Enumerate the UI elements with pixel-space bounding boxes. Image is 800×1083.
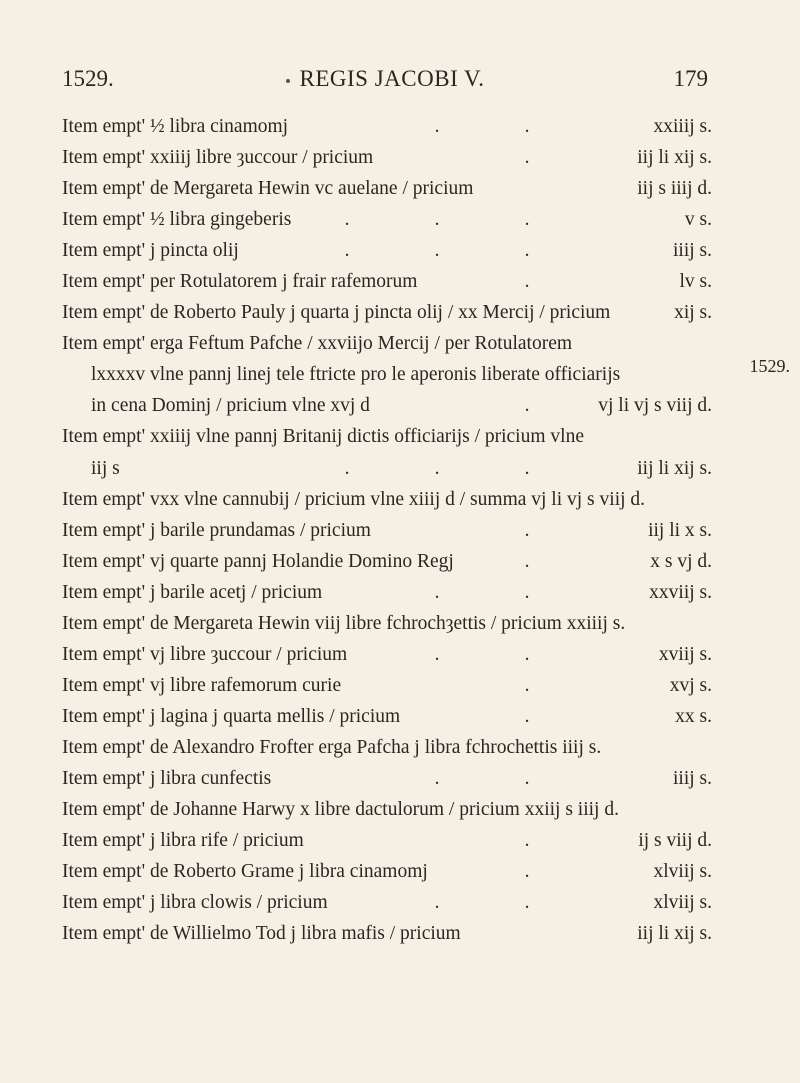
leader-dots — [392, 764, 572, 794]
entry-amount: xxiiij s. — [653, 116, 712, 137]
leader-dot: . — [524, 209, 530, 231]
leader-dot: . — [524, 892, 530, 914]
leader-dot: . — [524, 116, 530, 137]
entry-line — [62, 888, 712, 919]
header-title — [62, 66, 708, 92]
leader-dot: . — [524, 271, 530, 293]
entry-text: Item empt' vj libre rafemorum curie — [62, 674, 342, 696]
entry-text: Item empt' j libra clowis / pricium — [62, 892, 328, 914]
page-number: 179 — [673, 66, 708, 91]
entry-text: Item empt' de Mergareta Hewin viij libre fchrochȝettis / pricium xxiiij s. — [62, 612, 626, 634]
entry-text: Item empt' vxx vlne cannubij / pricium vlne xiiij d / summa vj li vj s viij d. — [62, 488, 646, 510]
header-year: 1529. — [62, 66, 114, 91]
header-title-text: REGIS JACOBI V. — [299, 66, 485, 91]
entry-line — [62, 919, 712, 950]
leader-dots — [482, 702, 572, 732]
leader-dot: . — [344, 209, 350, 231]
entry-line — [62, 609, 712, 640]
entry-continuation-line — [62, 454, 712, 485]
entry-amount: vj li vj s viij d. — [598, 395, 712, 417]
leader-dots — [482, 391, 572, 421]
entry-line — [62, 298, 712, 329]
entry-text: Item empt' per Rotulatorem j frair rafemorum — [62, 271, 418, 293]
leader-dot: . — [434, 581, 440, 603]
entry-text: Item empt' vj quarte pannj Holandie Domino Regj — [62, 550, 454, 572]
entry-amount: v s. — [684, 209, 712, 231]
entry-text: Item empt' de Johanne Harwy x libre dactulorum / pricium xxiij s iiij d. — [62, 799, 619, 821]
leader-dot: . — [524, 674, 530, 696]
entry-amount: iij li xij s. — [637, 923, 712, 945]
entry-amount: ij s viij d. — [638, 830, 712, 852]
leader-dot: . — [524, 830, 530, 852]
bullet-dot — [286, 79, 290, 83]
entry-text: in cena Dominj / pricium vlne xvj d — [91, 395, 370, 417]
leader-dot: . — [524, 861, 530, 883]
entry-line — [62, 640, 712, 671]
entry-text: Item empt' vj libre ȝuccour / pricium — [62, 643, 348, 665]
entry-text: Item empt' ½ libra gingeberis — [62, 209, 292, 231]
entry-amount: xij s. — [674, 302, 712, 324]
entry-text: Item empt' de Roberto Pauly j quarta j pincta olij / xx Mercij / pricium — [62, 302, 611, 324]
entry-line — [62, 236, 712, 267]
entry-text: Item empt' j barile prundamas / pricium — [62, 519, 371, 541]
entry-amount: xx s. — [675, 705, 712, 727]
entry-text: lxxxxv vlne pannj linej tele ftricte pro le aperonis liberate officiarijs — [91, 364, 621, 386]
entry-amount: iiij s. — [672, 240, 712, 262]
entry-line — [62, 485, 712, 516]
entry-line — [62, 671, 712, 702]
leader-dot: . — [434, 892, 440, 914]
entry-line — [62, 329, 712, 360]
entry-text: Item empt' xxiiij libre ȝuccour / pricium — [62, 147, 374, 169]
entry-line — [62, 733, 712, 764]
leader-dot: . — [524, 767, 530, 789]
leader-dots — [482, 267, 572, 297]
leader-dot: . — [344, 457, 350, 479]
page-header — [62, 66, 708, 98]
entry-text: Item empt' j barile acetj / pricium — [62, 581, 323, 603]
leader-dot: . — [524, 705, 530, 727]
entry-line — [62, 422, 712, 453]
leader-dot: . — [524, 457, 530, 479]
entry-amount: xlviij s. — [653, 892, 712, 914]
entry-line — [62, 205, 712, 236]
entry-line — [62, 578, 712, 609]
entry-amount: xxviij s. — [649, 581, 712, 603]
leader-dots — [302, 205, 572, 235]
margin-year-note: 1529. — [749, 356, 790, 376]
leader-dot: . — [524, 581, 530, 603]
entry-text: iij s — [91, 457, 120, 479]
entry-text: Item empt' erga Feftum Pafche / xxviijo Mercij / per Rotulatorem — [62, 333, 573, 355]
entry-continuation-line — [62, 360, 712, 391]
leader-dot: . — [524, 240, 530, 262]
leader-dots — [392, 112, 572, 142]
entry-text: Item empt' de Mergareta Hewin vc auelane / pricium — [62, 178, 474, 200]
entry-line — [62, 547, 712, 578]
entry-amount: x s vj d. — [650, 550, 712, 572]
account-entries — [62, 112, 712, 950]
leader-dots — [482, 857, 572, 887]
leader-dot: . — [434, 457, 440, 479]
leader-dot: . — [434, 643, 440, 665]
leader-dot: . — [434, 209, 440, 231]
leader-dots — [482, 826, 572, 856]
leader-dot: . — [434, 767, 440, 789]
leader-dots — [302, 236, 572, 266]
leader-dots — [392, 640, 572, 670]
leader-dot: . — [524, 519, 530, 541]
entry-text: Item empt' ½ libra cinamomj — [62, 116, 289, 137]
leader-dots — [482, 671, 572, 701]
entry-line — [62, 516, 712, 547]
leader-dots — [392, 888, 572, 918]
entry-line — [62, 764, 712, 795]
leader-dots — [392, 578, 572, 608]
entry-line — [62, 795, 712, 826]
leader-dot: . — [524, 643, 530, 665]
entry-amount: xvj s. — [669, 674, 712, 696]
entry-line — [62, 143, 712, 174]
entry-line — [62, 702, 712, 733]
leader-dot: . — [434, 240, 440, 262]
entry-line — [62, 826, 712, 857]
entry-amount: iij li xij s. — [637, 147, 712, 169]
entry-amount: xlviij s. — [653, 861, 712, 883]
entry-text: Item empt' j libra rife / pricium — [62, 830, 304, 852]
leader-dots — [482, 547, 572, 577]
entry-amount: lv s. — [679, 271, 712, 293]
leader-dot: . — [524, 550, 530, 572]
entry-text: Item empt' de Alexandro Frofter erga Pafcha j libra fchrochettis iiij s. — [62, 736, 602, 758]
entry-line — [62, 857, 712, 888]
entry-text: Item empt' xxiiij vlne pannj Britanij dictis officiarijs / pricium vlne — [62, 426, 584, 448]
entry-line — [62, 267, 712, 298]
leader-dots — [482, 143, 572, 173]
entry-amount: xviij s. — [658, 643, 712, 665]
leader-dot: . — [524, 395, 530, 417]
entry-amount: iij li xij s. — [637, 457, 712, 479]
entry-continuation-line — [62, 391, 712, 422]
entry-line — [62, 174, 712, 205]
leader-dots — [302, 454, 572, 484]
entry-text: Item empt' j lagina j quarta mellis / pricium — [62, 705, 401, 727]
leader-dots — [482, 516, 572, 546]
entry-text: Item empt' j pincta olij — [62, 240, 239, 262]
entry-amount: iiij s. — [672, 767, 712, 789]
entry-text: Item empt' de Willielmo Tod j libra mafis / pricium — [62, 923, 461, 945]
leader-dot: . — [524, 147, 530, 169]
leader-dot: . — [344, 240, 350, 262]
entry-amount: iij s iiij d. — [637, 178, 712, 200]
entry-line — [62, 112, 712, 143]
entry-amount: iij li x s. — [648, 519, 712, 541]
entry-text: Item empt' de Roberto Grame j libra cinamomj — [62, 861, 428, 883]
leader-dot: . — [434, 116, 440, 137]
entry-text: Item empt' j libra cunfectis — [62, 767, 272, 789]
